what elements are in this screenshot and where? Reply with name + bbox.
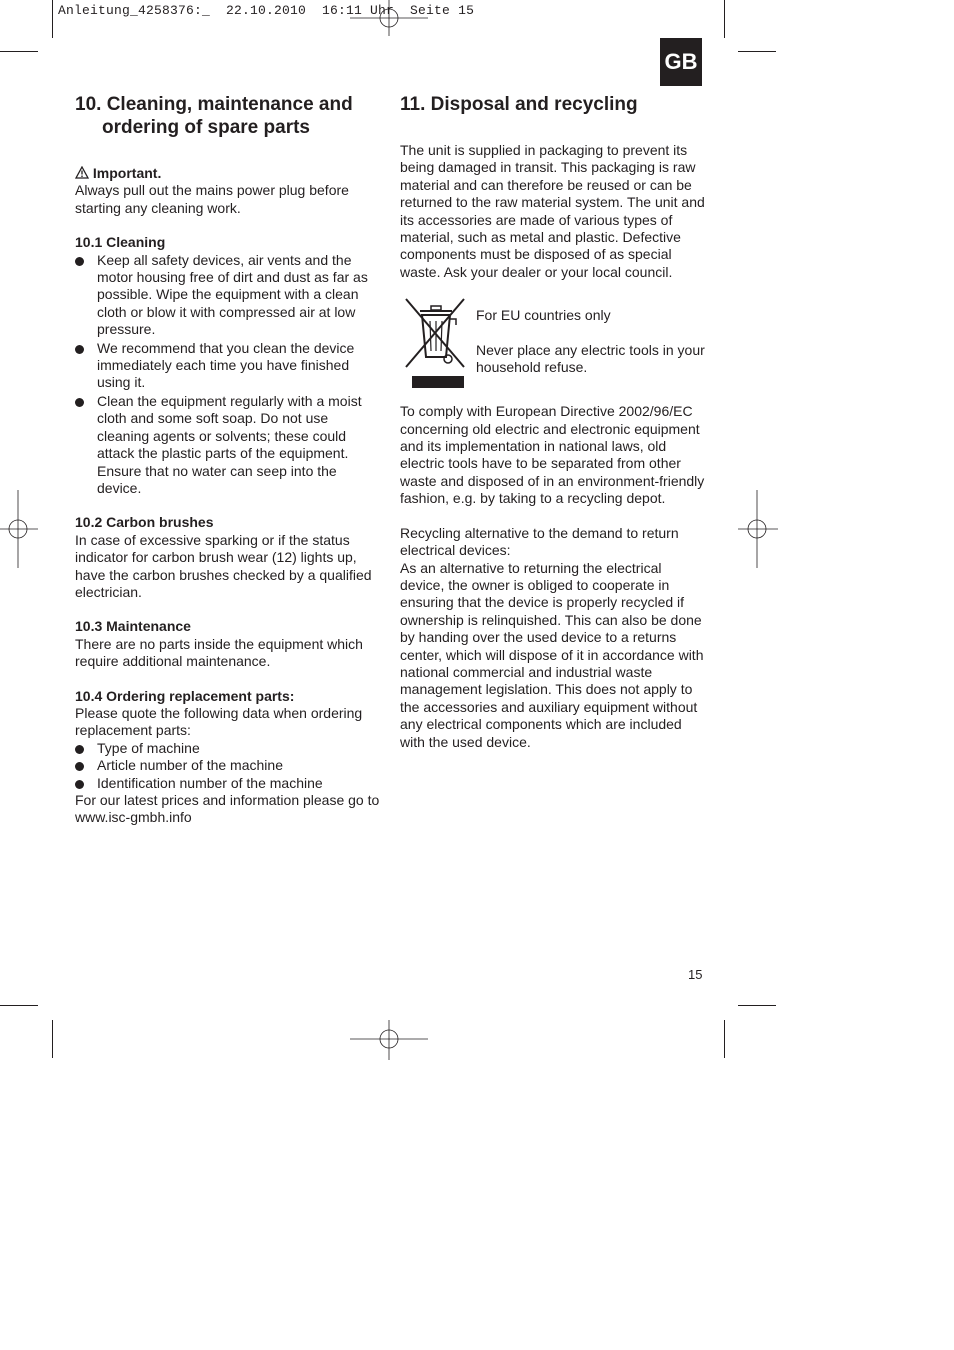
recycling-alternative-text: As an alternative to returning the electrical device, the owner is obliged to cooperate in ensuring that the device is properly recycled if ownership is relinquished. This can also be done by handing over the used device to a returns center, which will dispose of it in accordance with national commercial and industrial waste management legislation. This does not apply to the accessories and auxiliary equipment without any electrical components which are included with the used device. (400, 559, 704, 750)
registration-mark-icon (0, 490, 38, 568)
crop-mark (0, 51, 38, 52)
cleaning-heading: 10.1 Cleaning (75, 234, 166, 251)
ordering-outro: For our latest prices and information please go to www.isc-gmbh.info (75, 792, 380, 826)
warning-triangle-icon (75, 166, 89, 179)
crop-mark (52, 0, 53, 38)
ordering-heading: 10.4 Ordering replacement parts: (75, 687, 295, 704)
eu-only-text: For EU countries only (476, 307, 611, 324)
crop-mark (52, 1020, 53, 1058)
registration-mark-icon (350, 1020, 428, 1060)
never-place-text: Never place any electric tools in your household refuse. (476, 341, 705, 376)
crop-mark (738, 1005, 776, 1006)
maintenance-text: There are no parts inside the equipment which require additional maintenance. (75, 635, 363, 670)
crop-mark (724, 0, 725, 38)
language-badge: GB (660, 38, 702, 86)
list-item: Article number of the machine (75, 757, 380, 774)
section-11-title: 11. Disposal and recycling (400, 94, 638, 115)
cleaning-list (75, 252, 380, 498)
important-text: Always pull out the mains power plug before starting any cleaning work. (75, 182, 349, 216)
recycling-alternative-heading: Recycling alternative to the demand to return electrical devices: (400, 524, 679, 559)
maintenance-heading: 10.3 Maintenance (75, 618, 191, 635)
carbon-brushes-heading: 10.2 Carbon brushes (75, 514, 214, 531)
print-slug: Anleitung_4258376:_ 22.10.2010 16:11 Uhr Seite 15 (58, 3, 475, 18)
ordering-intro: Please quote the following data when ordering replacement parts: (75, 704, 363, 739)
list-item: Type of machine (75, 740, 380, 757)
section-10-title: 10. Cleaning, maintenance and ordering of spare parts (75, 94, 353, 138)
crop-mark (0, 1005, 38, 1006)
registration-mark-icon (350, 0, 428, 38)
directive-text: To comply with European Directive 2002/96/EC concerning old electric and electronic equipment and its implementation in national laws, old electric tools have to be separated from other waste and disposed of in an environment-friendly fashion, e.g. by taking to a recycling depot. (400, 403, 705, 507)
page-number: 15 (688, 967, 703, 982)
section-11-column (400, 93, 705, 751)
list-item: Keep all safety devices, air vents and the motor housing free of dirt and dust as far as possible. Wipe the equipment with a clean cloth or blow it with compressed air at low pressure. (75, 252, 380, 339)
crossed-out-wheelie-bin-icon (404, 297, 468, 389)
ordering-list (75, 740, 380, 792)
crop-mark (724, 1020, 725, 1058)
list-item: Clean the equipment regularly with a moist cloth and some soft soap. Do not use cleaning agents or solvents; these could attack the plastic parts of the equipment. Ensure that no water can seep into the device. (75, 393, 380, 497)
important-label: Important. (92, 165, 162, 181)
section-10-column (75, 93, 380, 827)
carbon-brushes-text: In case of excessive sparking or if the status indicator for carbon brush wear (12) lights up, have the carbon brushes checked by a qualified electrician. (75, 531, 372, 600)
disposal-intro: The unit is supplied in packaging to prevent its being damaged in transit. This packaging is raw material and can therefore be reused or can be returned to the raw material system. The unit and its accessories are made of various types of material, such as metal and plastic. Defective components must be disposed of as special waste. Ask your dealer or your local council. (400, 142, 705, 280)
list-item: Identification number of the machine (75, 775, 380, 792)
registration-mark-icon (738, 490, 778, 568)
weee-notice (400, 293, 705, 403)
crop-mark (738, 51, 776, 52)
list-item: We recommend that you clean the device immediately each time you have finished using it. (75, 340, 380, 392)
